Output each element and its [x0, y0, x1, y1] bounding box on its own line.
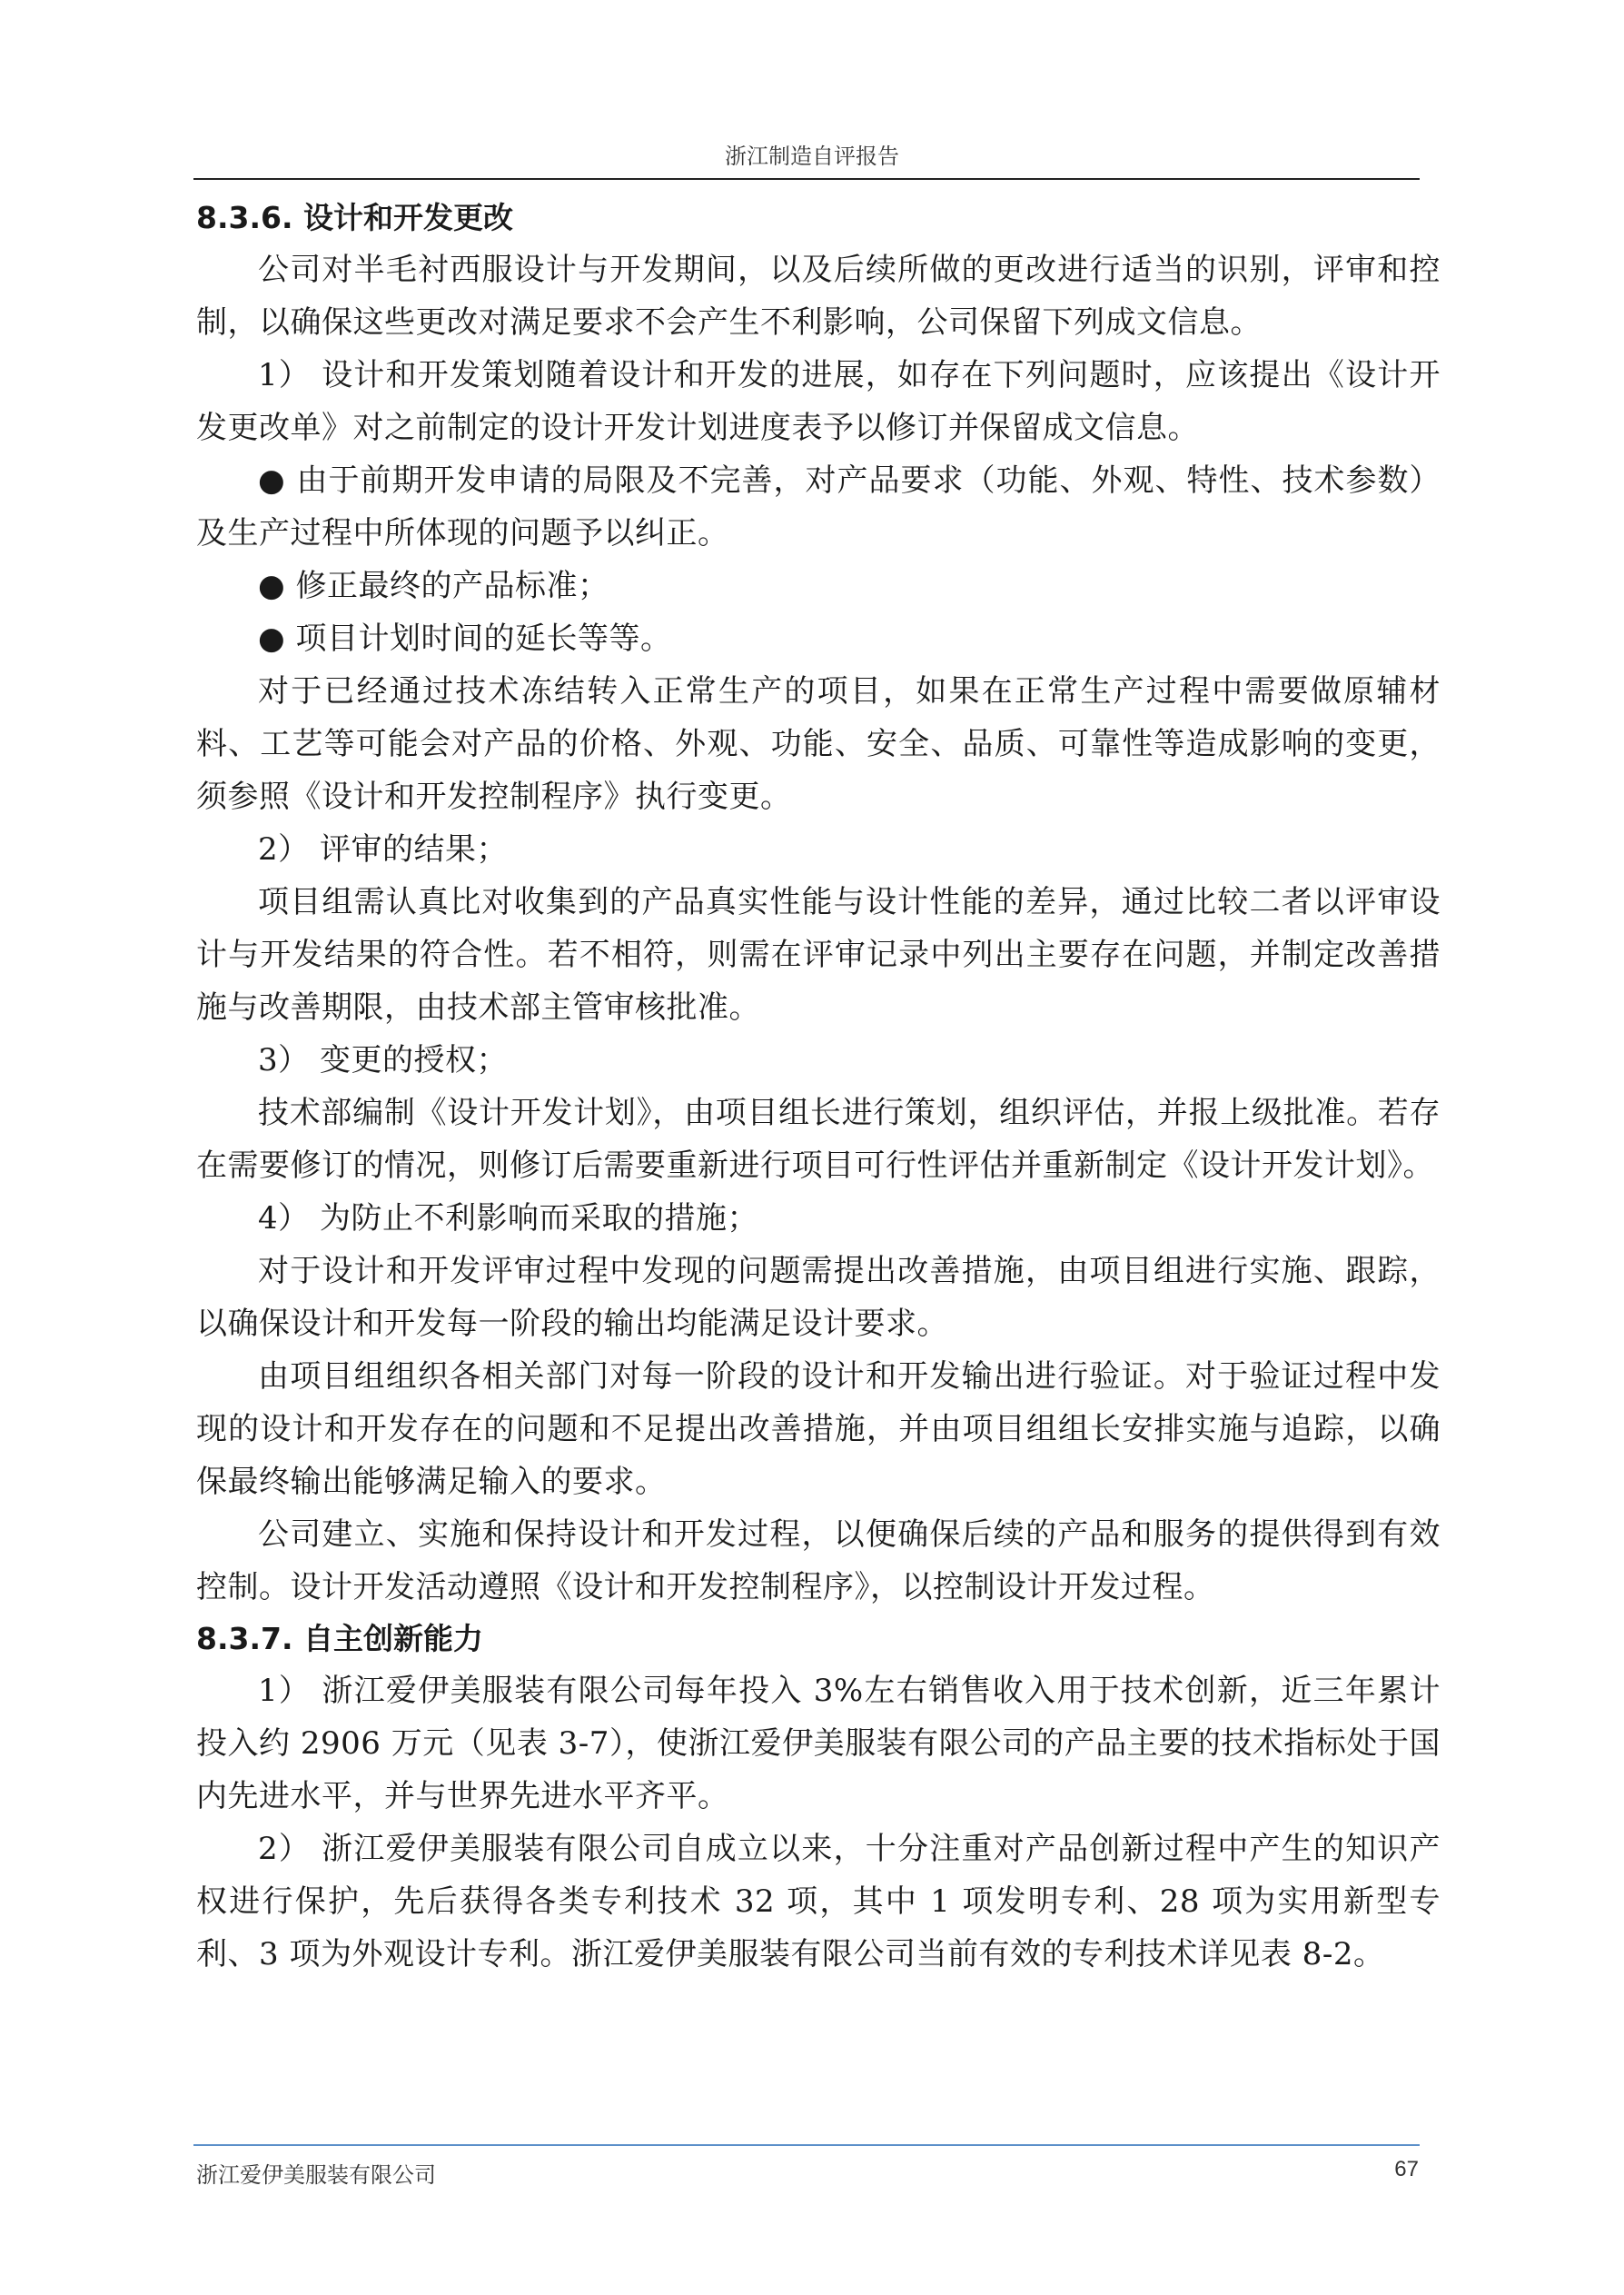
- footer-divider: [193, 2144, 1420, 2146]
- header-divider: [193, 178, 1420, 180]
- section-heading: 8.3.7. 自主创新能力: [196, 1621, 483, 1656]
- body-paragraph: 1） 浙江爱伊美服装有限公司每年投入 3%左右销售收入用于技术创新，近三年累计投入约 2906 万元（见表 3-7），使浙江爱伊美服装有限公司的产品主要的技术指标处于国内先进水平，并与世界先进水平齐平。: [196, 1673, 1441, 1814]
- body-paragraph: 对于设计和开发评审过程中发现的问题需提出改善措施，由项目组进行实施、跟踪，以确保设计和开发每一阶段的输出均能满足设计要求。: [196, 1253, 1441, 1342]
- body-paragraph: 3） 变更的授权；: [258, 1042, 508, 1078]
- body-paragraph: 对于已经通过技术冻结转入正常生产的项目，如果在正常生产过程中需要做原辅材料、工艺等可能会对产品的价格、外观、功能、安全、品质、可靠性等造成影响的变更，须参照《设计和开发控制程序》执行变更。: [196, 673, 1441, 815]
- page-number: 67: [1394, 2157, 1419, 2181]
- footer-company-name: 浙江爱伊美服装有限公司: [196, 2162, 436, 2188]
- body-paragraph: 2） 浙江爱伊美服装有限公司自成立以来，十分注重对产品创新过程中产生的知识产权进行保护，先后获得各类专利技术 32 项，其中 1 项发明专利、28 项为实用新型专利、3 项为外观设计专利。浙江爱伊美服装有限公司当前有效的专利技术详见表 8-2。: [196, 1831, 1441, 1972]
- body-paragraph: 4） 为防止不利影响而采取的措施；: [258, 1200, 758, 1237]
- body-paragraph: 由项目组组织各相关部门对每一阶段的设计和开发输出进行验证。对于验证过程中发现的设计和开发存在的问题和不足提出改善措施，并由项目组组长安排实施与追踪，以确保最终输出能够满足输入的要求。: [196, 1358, 1441, 1500]
- body-paragraph: ● 修正最终的产品标准；: [258, 568, 609, 604]
- document-body: [196, 193, 1441, 1981]
- page-header-title: 浙江制造自评报告: [725, 144, 899, 169]
- body-paragraph: 2） 评审的结果；: [258, 831, 508, 868]
- body-paragraph: 1） 设计和开发策划随着设计和开发的进展，如存在下列问题时，应该提出《设计开发更改单》对之前制定的设计开发计划进度表予以修订并保留成文信息。: [196, 357, 1441, 446]
- body-paragraph: 项目组需认真比对收集到的产品真实性能与设计性能的差异，通过比较二者以评审设计与开发结果的符合性。若不相符，则需在评审记录中列出主要存在问题，并制定改善措施与改善期限，由技术部主管审核批准。: [196, 884, 1441, 1026]
- body-paragraph: ● 由于前期开发申请的局限及不完善，对产品要求（功能、外观、特性、技术参数）及生产过程中所体现的问题予以纠正。: [196, 462, 1441, 551]
- section-heading: 8.3.6. 设计和开发更改: [196, 200, 513, 235]
- body-paragraph: 公司对半毛衬西服设计与开发期间，以及后续所做的更改进行适当的识别，评审和控制，以确保这些更改对满足要求不会产生不利影响，公司保留下列成文信息。: [196, 252, 1441, 341]
- body-paragraph: 公司建立、实施和保持设计和开发过程，以便确保后续的产品和服务的提供得到有效控制。设计开发活动遵照《设计和开发控制程序》，以控制设计开发过程。: [196, 1516, 1441, 1605]
- body-paragraph: 技术部编制《设计开发计划》，由项目组长进行策划，组织评估，并报上级批准。若存在需要修订的情况，则修订后需要重新进行项目可行性评估并重新制定《设计开发计划》。: [196, 1095, 1441, 1184]
- body-paragraph: ● 项目计划时间的延长等等。: [258, 621, 672, 657]
